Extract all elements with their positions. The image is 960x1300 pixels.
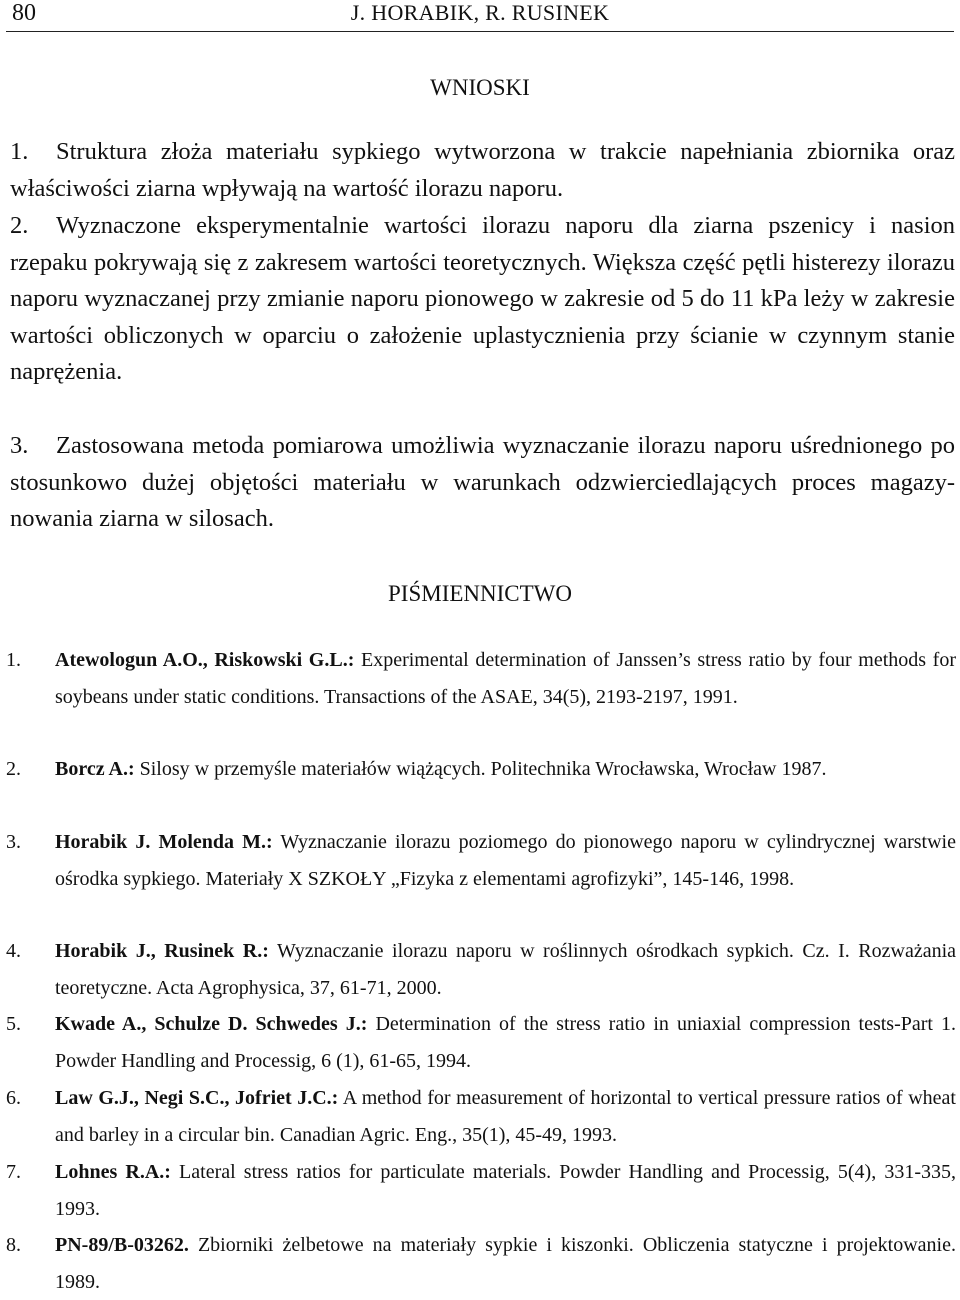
reference-item bbox=[6, 933, 956, 1006]
references-title: PIŚMIENNICTWO bbox=[388, 581, 572, 606]
conclusion-item bbox=[10, 428, 955, 538]
reference-body bbox=[55, 933, 956, 1006]
reference-body bbox=[55, 1080, 956, 1153]
conclusion-number: 1. bbox=[10, 138, 29, 165]
conclusion-item bbox=[10, 208, 955, 391]
reference-text: Silosy w przemyśle materiałów wiążących. Politechnika Wrocławska, Wrocław 1987. bbox=[134, 758, 827, 780]
reference-item bbox=[6, 1080, 956, 1153]
conclusion-number: 3. bbox=[10, 432, 29, 459]
reference-number: 1. bbox=[6, 649, 21, 671]
reference-body bbox=[55, 642, 956, 715]
page-header bbox=[0, 0, 960, 30]
reference-item bbox=[6, 824, 956, 897]
reference-authors: Lohnes R.A.: bbox=[55, 1161, 171, 1183]
reference-item bbox=[6, 751, 956, 788]
reference-body bbox=[55, 824, 956, 897]
reference-body bbox=[55, 1006, 956, 1079]
reference-authors: Borcz A.: bbox=[55, 758, 135, 780]
reference-number: 5. bbox=[6, 1013, 21, 1035]
reference-authors: Law G.J., Negi S.C., Jofriet J.C.: bbox=[55, 1087, 339, 1109]
conclusion-number: 2. bbox=[10, 212, 29, 239]
reference-number: 7. bbox=[6, 1161, 21, 1183]
reference-number: 6. bbox=[6, 1087, 21, 1109]
reference-text: Lateral stress ratios for particulate materials. Powder Handling and Processig, 5(4), 331-335, 1993. bbox=[55, 1161, 956, 1220]
reference-authors: PN-89/B-03262. bbox=[55, 1234, 189, 1256]
header-rule bbox=[6, 31, 954, 32]
reference-number: 4. bbox=[6, 940, 21, 962]
reference-text: Wyznaczanie ilorazu poziomego do pionowego naporu w cylindrycznej warstwie ośrodka sypkiego. Materiały X SZKOŁY „Fizyka z elementami agrofizyki”, 145-146, 1998. bbox=[55, 831, 956, 890]
reference-text: Wyznaczanie ilorazu naporu w roślinnych ośrodkach sypkich. Cz. I. Rozważania teoretyczne. Acta Agrophysica, 37, 61-71, 2000. bbox=[55, 940, 957, 999]
page-number: 80 bbox=[12, 0, 36, 26]
conclusion-item bbox=[10, 134, 955, 207]
reference-authors: Horabik J., Rusinek R.: bbox=[55, 940, 269, 962]
reference-text: Experimental determination of Janssen’s stress ratio by four methods for soybeans under static conditions. Transactions of the ASAE, 34(5), 2193-2197, 1991. bbox=[55, 649, 956, 708]
running-head: J. HORABIK, R. RUSINEK bbox=[350, 0, 610, 25]
reference-number: 2. bbox=[6, 758, 21, 780]
conclusion-text: Wyznaczone eksperymentalnie wartości ilorazu naporu dla ziarna pszenicy i nasion rzepaku pokrywają się z zakresem wartości teoretycznych. Większa część pętli histerezy ilorazu naporu wyznaczanej przy zmianie naporu pionowego w zakresie od 5 do 11 kPa leży w zakresie wartości obliczonych w oparciu o założenie uplastycznienia przy ścianie w czynnym stanie naprężenia. bbox=[10, 212, 955, 385]
reference-item bbox=[6, 1006, 956, 1079]
reference-authors: Atewologun A.O., Riskowski G.L.: bbox=[55, 649, 355, 671]
reference-body bbox=[55, 751, 956, 788]
reference-item bbox=[6, 1227, 956, 1300]
reference-authors: Kwade A., Schulze D. Schwedes J.: bbox=[55, 1013, 368, 1035]
reference-text: Determination of the stress ratio in uniaxial compression tests-Part 1. Powder Handling and Processig, 6 (1), 61-65, 1994. bbox=[55, 1013, 956, 1072]
reference-authors: Horabik J. Molenda M.: bbox=[55, 831, 273, 853]
reference-item bbox=[6, 642, 956, 715]
reference-number: 3. bbox=[6, 831, 21, 853]
conclusion-text: Struktura złoża materiału sypkiego wytworzona w trakcie napełniania zbiornika oraz właściwości ziarna wpływają na wartość ilorazu naporu. bbox=[10, 138, 955, 202]
conclusion-text: Zastosowana metoda pomiarowa umożliwia wyznaczanie ilorazu naporu uśrednionego po stosunkowo dużej objętości materiału w warunkach odzwierciedlających proces magazy-nowania ziarna w silosach. bbox=[10, 432, 955, 532]
reference-body bbox=[55, 1227, 956, 1300]
reference-body bbox=[55, 1154, 956, 1227]
reference-text: Zbiorniki żelbetowe na materiały sypkie i kiszonki. Obliczenia statyczne i projektowanie. 1989. bbox=[55, 1234, 956, 1293]
reference-item bbox=[6, 1154, 956, 1227]
reference-number: 8. bbox=[6, 1234, 21, 1256]
reference-text: A method for measurement of horizontal to vertical pressure ratios of wheat and barley in a circular bin. Canadian Agric. Eng., 35(1), 45-49, 1993. bbox=[55, 1087, 956, 1146]
conclusions-title: WNIOSKI bbox=[430, 75, 530, 100]
